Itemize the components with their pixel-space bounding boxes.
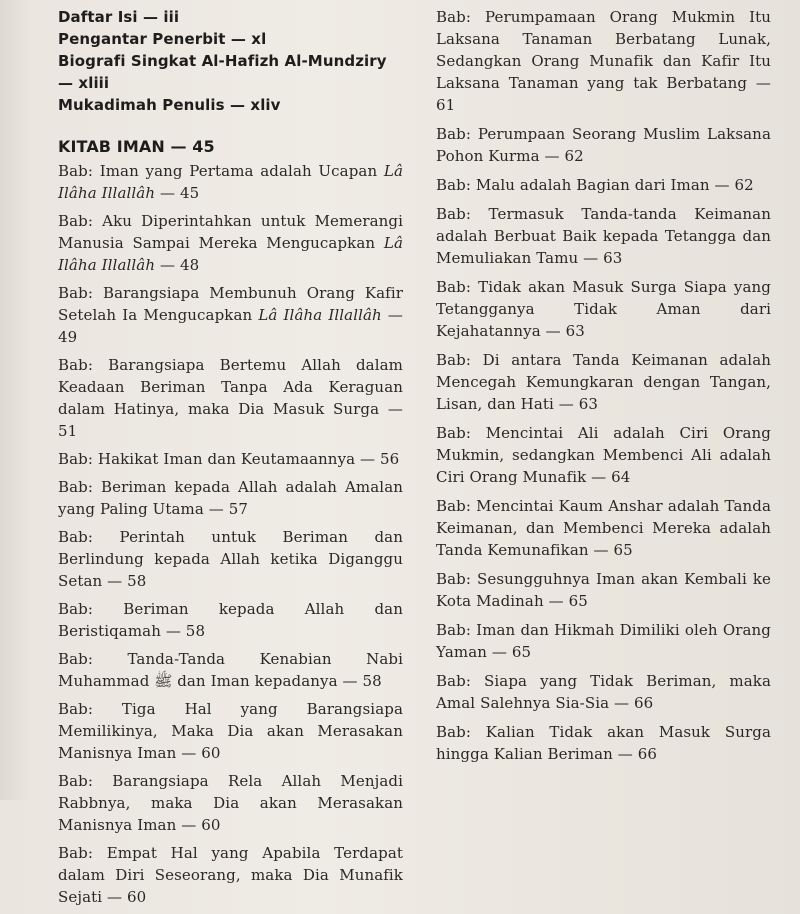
left-column (58, 6, 403, 914)
toc-entry: Bab: Empat Hal yang Apabila Terdapat dalam Diri Seseorang, maka Dia Munafik Sejati — 60 (58, 844, 403, 906)
toc-entry: Bab: Aku Diperintahkan untuk Memerangi Manusia Sampai Mereka Mengucapkan Lâ Ilâha Illallâh — 48 (58, 212, 403, 274)
toc-entry: Bab: Beriman kepada Allah dan Beristiqamah — 58 (58, 600, 403, 640)
toc-entry: Bab: Sesungguhnya Iman akan Kembali ke Kota Madinah — 65 (436, 570, 771, 610)
toc-entry: Bab: Barangsiapa Rela Allah Menjadi Rabbnya, maka Dia akan Merasakan Manisnya Iman — 60 (58, 772, 403, 834)
toc-entry: Bab: Barangsiapa Membunuh Orang Kafir Setelah Ia Mengucapkan Lâ Ilâha Illallâh — 49 (58, 284, 403, 346)
toc-entry: Bab: Iman dan Hikmah Dimiliki oleh Orang Yaman — 65 (436, 621, 771, 661)
toc-entry: Bab: Di antara Tanda Keimanan adalah Mencegah Kemungkaran dengan Tangan, Lisan, dan Hati — 63 (436, 351, 771, 413)
toc-entry: Bab: Malu adalah Bagian dari Iman — 62 (436, 176, 754, 194)
toc-entry: Bab: Beriman kepada Allah adalah Amalan yang Paling Utama — 57 (58, 478, 403, 518)
front-matter-item: Mukadimah Penulis — xliv (58, 96, 281, 114)
toc-entry: Bab: Tidak akan Masuk Surga Siapa yang Tetangganya Tidak Aman dari Kejahatannya — 63 (436, 278, 771, 340)
toc-entry: Bab: Tiga Hal yang Barangsiapa Memilikinya, Maka Dia akan Merasakan Manisnya Iman — 60 (58, 700, 403, 762)
toc-entry: Bab: Perumpamaan Orang Mukmin Itu Laksana Tanaman Berbatang Lunak, Sedangkan Orang Munafik dan Kafir Itu Laksana Tanaman yang tak Berbatang — 61 (436, 8, 771, 114)
toc-entry: Bab: Siapa yang Tidak Beriman, maka Amal Salehnya Sia-Sia — 66 (436, 672, 771, 712)
toc-entry: Bab: Hakikat Iman dan Keutamaannya — 56 (58, 450, 400, 468)
toc-entry: Bab: Kalian Tidak akan Masuk Surga hingga Kalian Beriman — 66 (436, 723, 771, 763)
toc-entry: Bab: Tanda-Tanda Kenabian Nabi Muhammad ﷺ dan Iman kepadanya — 58 (58, 650, 403, 690)
toc-entry: Bab: Termasuk Tanda-tanda Keimanan adalah Berbuat Baik kepada Tetangga dan Memuliakan Tamu — 63 (436, 205, 771, 267)
front-matter-item: Pengantar Penerbit — xl (58, 30, 267, 48)
toc-entry: Bab: Iman yang Pertama adalah Ucapan Lâ Ilâha Illallâh — 45 (58, 162, 403, 202)
page-gutter-shadow (0, 0, 30, 800)
front-matter-item: Biografi Singkat Al-Hafizh Al-Mundziry — xliii (58, 52, 387, 92)
section-title: KITAB IMAN — 45 (58, 137, 215, 156)
toc-entry: Bab: Perumpaan Seorang Muslim Laksana Pohon Kurma — 62 (436, 125, 771, 165)
toc-entry: Bab: Barangsiapa Bertemu Allah dalam Keadaan Beriman Tanpa Ada Keraguan dalam Hatinya, maka Dia Masuk Surga — 51 (58, 356, 403, 440)
toc-entry: Bab: Perintah untuk Beriman dan Berlindung kepada Allah ketika Diganggu Setan — 58 (58, 528, 403, 590)
toc-entry: Bab: Mencintai Kaum Anshar adalah Tanda Keimanan, dan Membenci Mereka adalah Tanda Kemunafikan — 65 (436, 497, 771, 559)
toc-entry: Bab: Mencintai Ali adalah Ciri Orang Mukmin, sedangkan Membenci Ali adalah Ciri Orang Munafik — 64 (436, 424, 771, 486)
right-column (436, 6, 771, 772)
front-matter-item: Daftar Isi — iii (58, 8, 180, 26)
